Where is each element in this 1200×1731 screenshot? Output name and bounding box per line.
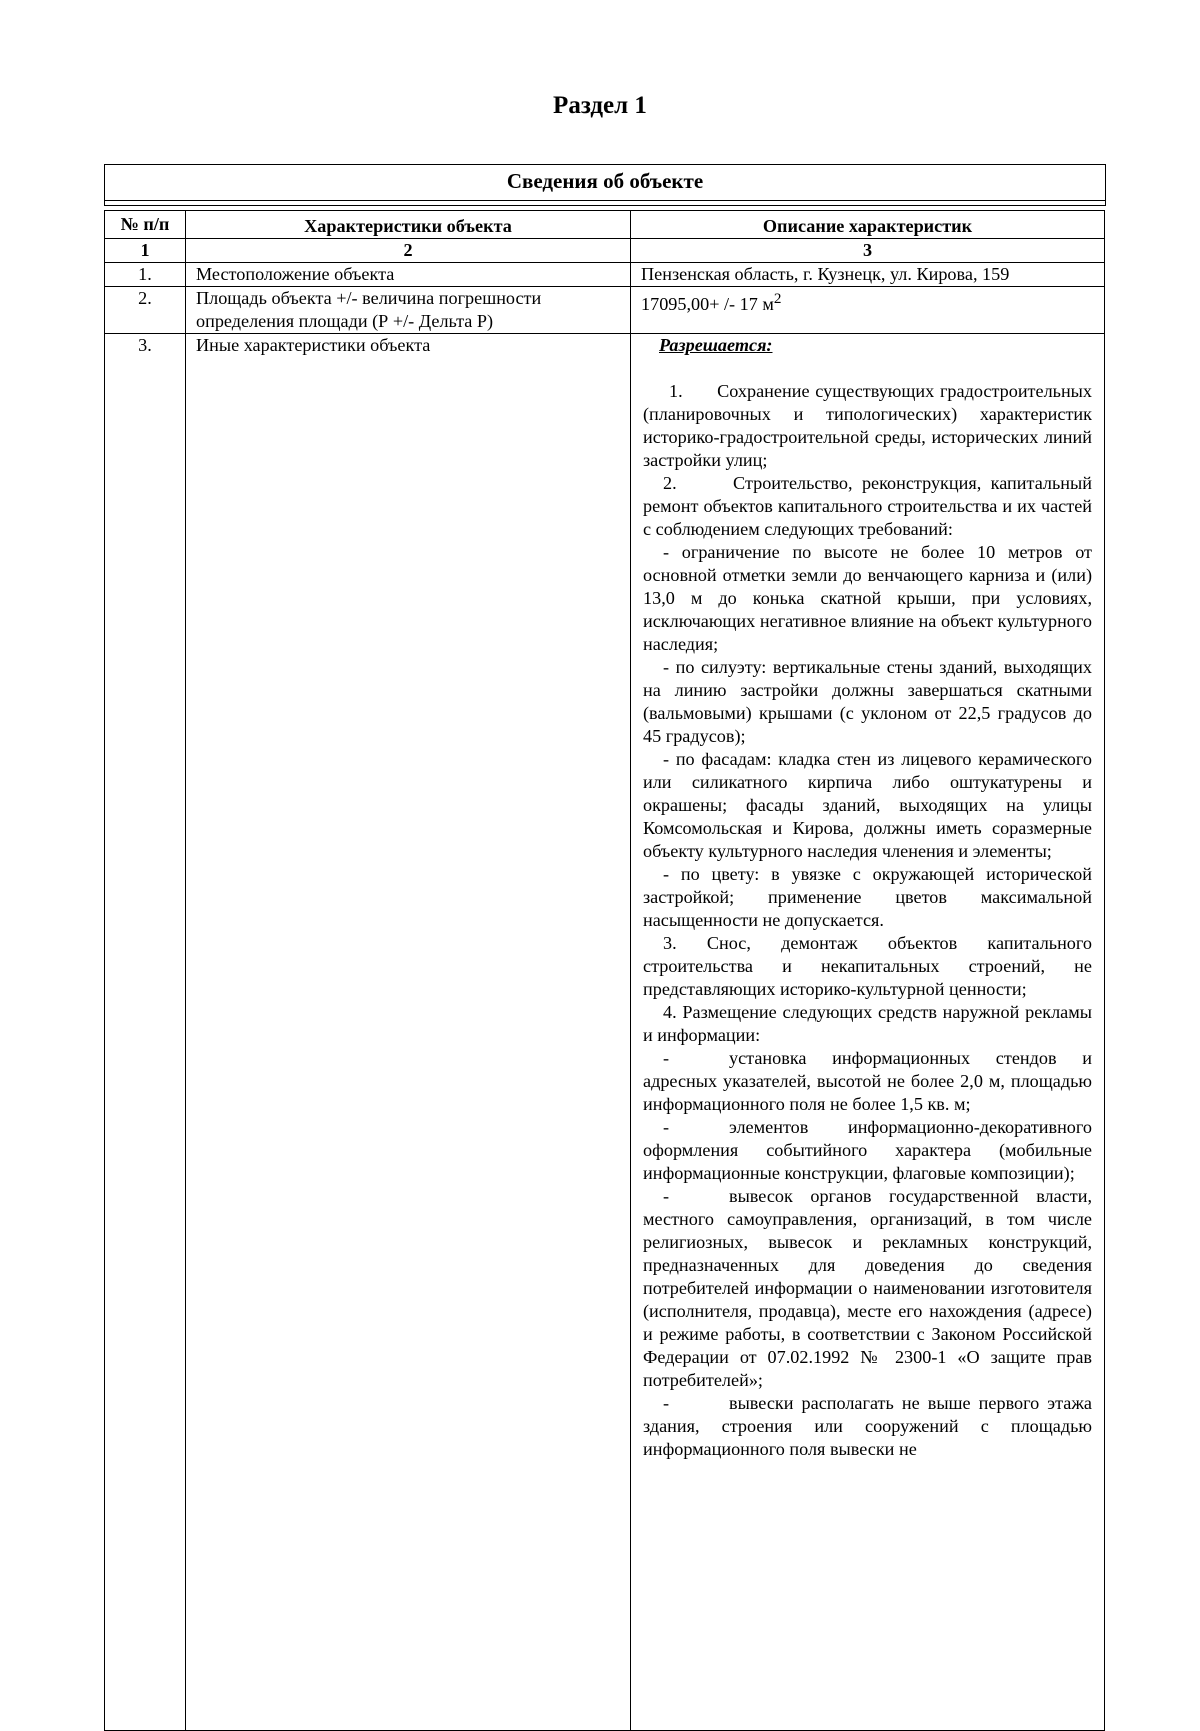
allowed-label: Разрешается: — [659, 335, 773, 355]
header-characteristics: Характеристики объекта — [186, 211, 631, 239]
dash-list-item — [643, 1116, 1092, 1185]
column-numbering-row — [105, 239, 1105, 263]
dash-list-item — [643, 1047, 1092, 1116]
dash-item-text: вывески располагать не выше первого этажа здания, строения или сооружений с площадью информационного поля вывески не — [643, 1393, 1092, 1459]
paragraph: 4. Размещение следующих средств наружной рекламы и информации: — [643, 1002, 1092, 1045]
row-description-allowed — [631, 334, 1105, 1731]
paragraph: - ограничение по высоте не более 10 метров от основной отметки земли до венчающего карниза и (или) 13,0 м до конька скатной крыши, при условиях, исключающих негативное влияние на объект культурного наследия; — [643, 542, 1092, 654]
paragraph: - по силуэту: вертикальные стены зданий, выходящих на линию застройки должны завершаться скатными (вальмовыми) крышами (с уклоном от 22,5 градусов до 45 градусов); — [643, 657, 1092, 746]
table-row — [105, 287, 1105, 334]
column-number: 3 — [631, 239, 1105, 263]
table-row — [105, 263, 1105, 287]
caption-underline — [105, 200, 1105, 201]
row-description — [631, 287, 1105, 334]
row-characteristic: Местоположение объекта — [186, 263, 631, 287]
dash-list-item — [643, 1392, 1092, 1461]
paragraph: 1. Сохранение существующих градостроительных (планировочных и типологических) характеристик историко-градостроительной среды, исторических линий застройки улиц; — [643, 381, 1092, 470]
area-value: 17095,00+ /- 17 м — [641, 294, 774, 315]
area-unit-superscript: 2 — [773, 290, 782, 307]
header-description: Описание характеристик — [631, 211, 1105, 239]
dash-marker: - — [663, 1186, 670, 1206]
row-description: Пензенская область, г. Кузнецк, ул. Кирова, 159 — [631, 263, 1105, 287]
dash-item-text: вывесок органов государственной власти, местного самоуправления, организаций, в том числе религиозных, вывесок и рекламных конструкций, предназначенных для доведения до сведения потребителей информации о наименовании изготовителя (исполнителя, продавца), месте его нахождения (адресе) и режиме работы, в соответствии с Законом Российской Федерации от 07.02.1992 № 2300-1 «О защите прав потребителей»; — [643, 1186, 1092, 1390]
section-caption: Сведения об объекте — [506, 169, 704, 193]
dash-list-item — [643, 1185, 1092, 1392]
dash-marker: - — [663, 1117, 670, 1137]
column-number: 2 — [186, 239, 631, 263]
paragraph: 3. Снос, демонтаж объектов капитального строительства и некапитальных строений, не представляющих историко-культурной ценности; — [643, 933, 1092, 999]
row-number: 2. — [105, 287, 186, 334]
dash-item-text: элементов информационно-декоративного оформления событийного характера (мобильные информационные конструкции, флаговые композиции); — [643, 1117, 1092, 1183]
column-number: 1 — [105, 239, 186, 263]
paragraph: - по фасадам: кладка стен из лицевого керамического или силикатного кирпича либо оштукатурены и окрашены; фасады зданий, выходящих на улицы Комсомольская и Кирова, должны иметь соразмерные объекту культурного наследия членения и элементы; — [643, 749, 1092, 861]
header-number: № п/п — [105, 211, 186, 239]
dash-item-text: установка информационных стендов и адресных указателей, высотой не более 2,0 м, площадью информационного поля не более 1,5 кв. м; — [643, 1048, 1092, 1114]
table-header-row — [105, 211, 1105, 239]
page-title: Раздел 1 — [553, 92, 647, 119]
dash-marker: - — [663, 1048, 670, 1068]
section-caption-box — [104, 164, 1106, 206]
row-characteristic: Иные характеристики объекта — [186, 334, 631, 1731]
row-characteristic: Площадь объекта +/- величина погрешности определения площади (Р +/- Дельта Р) — [186, 287, 631, 334]
paragraph: 2. Строительство, реконструкция, капитальный ремонт объектов капитального строительства и их частей с соблюдением следующих требований: — [643, 473, 1092, 539]
dash-marker: - — [663, 1393, 670, 1413]
table-row — [105, 334, 1105, 1731]
paragraph: - по цвету: в увязке с окружающей исторической застройкой; применение цветов максимальной насыщенности не допускается. — [643, 864, 1092, 930]
row-number: 3. — [105, 334, 186, 1731]
object-info-table — [104, 210, 1105, 1731]
row-number: 1. — [105, 263, 186, 287]
